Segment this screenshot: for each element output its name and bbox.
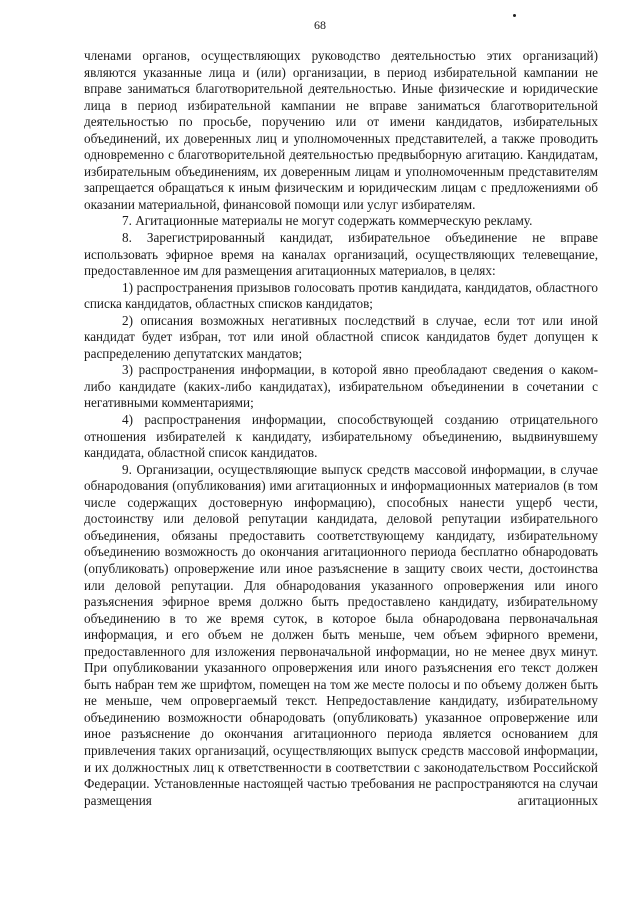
paragraph-item-7: 7. Агитационные материалы не могут содержать коммерческую рекламу. <box>122 213 533 229</box>
page-number: 68 <box>314 18 326 32</box>
subitem-3: 3) распространения информации, в которой явно преобладают сведения о каком-либо кандидате (каких-либо кандидатах), избирательном объединении в сочетании с негативными комментариями; <box>84 362 598 411</box>
subitem-4: 4) распространения информации, способствующей созданию отрицательного отношения избирателей к кандидату, избирательному объединению, выдвинувшему кандидата, областной список кандидатов. <box>84 412 598 461</box>
paragraph-item-8: 8. Зарегистрированный кандидат, избирательное объединение не вправе использовать эфирное время на каналах организаций, осуществляющих телевещание, предоставленное им для размещения агитационных материалов, в целях: <box>84 230 598 279</box>
body-text <box>84 48 598 809</box>
subitem-1: 1) распространения призывов голосовать против кандидата, кандидатов, областного списка кандидатов, областных списков кандидатов; <box>84 279 598 312</box>
paragraph-item-9: 9. Организации, осуществляющие выпуск средств массовой информации, в случае обнародования (опубликования) ими агитационных и информационных материалов (в том числе содержащих достоверную информацию), способных нанести ущерб чести, достоинству или деловой репутации кандидата, деловой репутации избирательного объединения, обязаны предоставить соответствующему кандидату, избирательному объединению возможность до окончания агитационного периода бесплатно обнародовать (опубликовать) опровержение или иное разъяснение в защиту своих чести, достоинства или деловой репутации. Для обнародования указанного опровержения или иного разъяснения эфирное время должно быть предоставлено кандидату, избирательному объединению в то же время суток, в которое была обнародована первоначальная информация, и его объем не должен быть меньше, чем объем эфирного времени, предоставленного для изложения первоначальной информации, но не менее двух минут. При опубликовании указанного опровержения или иного разъяснения его текст должен быть набран тем же шрифтом, помещен на том же месте полосы и по объему должен быть не меньше, чем опровергаемый текст. Непредоставление кандидату, избирательному объединению возможности обнародовать (опубликовать) указанное опровержение или иное разъяснение до окончания агитационного периода является основанием для привлечения таких организаций, осуществляющих выпуск средств массовой информации, и их должностных лиц к ответственности в соответствии с законодательством Российской Федерации. Установленные настоящей частью требования не распространяются на случаи размещения агитационных <box>84 461 598 808</box>
subitem-2: 2) описания возможных негативных последствий в случае, если тот или иной кандидат будет избран, тот или иной областной список кандидатов будет допущен к распределению депутатских мандатов; <box>84 312 598 361</box>
scan-speck <box>513 14 516 17</box>
paragraph-continuation: членами органов, осуществляющих руководство деятельностью этих организаций) являются указанные лица и (или) организации, в период избирательной кампании не вправе заниматься благотворительной деятельностью. Иные физические и юридические лица в период избирательной кампании не вправе заниматься благотворительной деятельностью по просьбе, поручению или от имени кандидатов, избирательных объединений, их доверенных лиц и уполномоченных представителей, а также проводить одновременно с благотворительной деятельностью предвыборную агитацию. Кандидатам, избирательным объединениям, их доверенным лицам и уполномоченным представителям запрещается обращаться к иным физическим и юридическим лицам с предложениями об оказании материальной, финансовой помощи или услуг избирателям. <box>84 48 598 212</box>
